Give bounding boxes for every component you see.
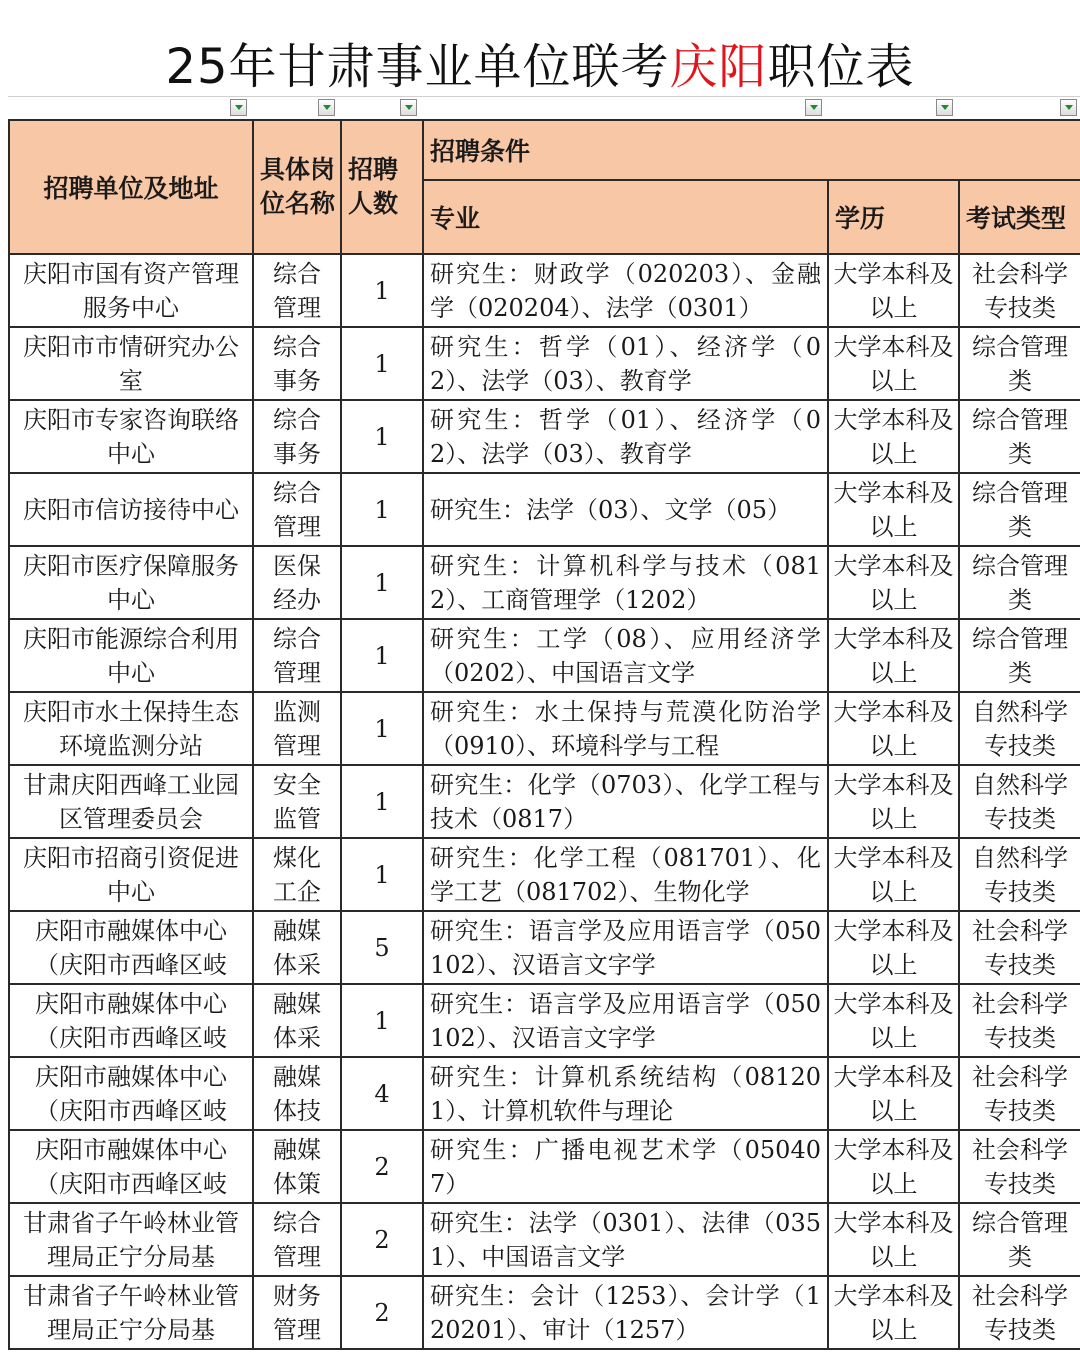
cell-unit: 庆阳市信访接待中心 (23, 495, 239, 524)
table-row[interactable] (9, 1130, 1080, 1203)
cell-count: 1 (341, 254, 423, 327)
cell-unit: 庆阳市专家咨询联络中心 (23, 405, 239, 468)
cell-count: 2 (341, 1203, 423, 1276)
cell-count: 1 (341, 400, 423, 473)
cell-count: 2 (341, 1276, 423, 1349)
cell-position: 财务管理 (273, 1281, 321, 1344)
title-highlight: 庆阳 (669, 39, 768, 95)
cell-position: 融媒体采 (273, 989, 321, 1052)
cell-unit: 庆阳市市情研究办公室 (23, 332, 239, 395)
cell-position: 综合事务 (273, 405, 321, 468)
table-row[interactable] (9, 692, 1080, 765)
cell-exam: 社会科学专技类 (972, 1135, 1068, 1198)
table-row[interactable] (9, 838, 1080, 911)
header-exam-type[interactable]: 考试类型 (959, 180, 1080, 254)
filter-dropdown-icon[interactable] (318, 99, 335, 116)
cell-major: 研究生：计算机科学与技术（0812）、工商管理学（1202） (430, 551, 821, 614)
cell-unit: 甘肃省子午岭林业管理局正宁分局基 (23, 1281, 239, 1344)
cell-exam: 综合管理类 (972, 624, 1068, 687)
table-row[interactable] (9, 327, 1080, 400)
filter-dropdown-icon[interactable] (400, 99, 417, 116)
cell-major: 研究生：水土保持与荒漠化防治学（0910）、环境科学与工程 (430, 697, 821, 760)
cell-exam: 自然科学专技类 (972, 843, 1068, 906)
page-title (0, 28, 1080, 97)
filter-dropdown-icon[interactable] (1060, 99, 1077, 116)
cell-education: 大学本科及以上 (833, 551, 954, 614)
cell-unit: 庆阳市能源综合利用中心 (23, 624, 239, 687)
filter-dropdown-icon[interactable] (936, 99, 953, 116)
table-row[interactable] (9, 473, 1080, 546)
table-row[interactable] (9, 1057, 1080, 1130)
cell-unit: 庆阳市融媒体中心（庆阳市西峰区岐 (35, 1062, 227, 1125)
cell-position: 监测管理 (273, 697, 321, 760)
header-position[interactable]: 具体岗位名称 (253, 120, 341, 254)
cell-exam: 自然科学专技类 (972, 770, 1068, 833)
cell-exam: 社会科学专技类 (972, 916, 1068, 979)
cell-education: 大学本科及以上 (833, 624, 954, 687)
cell-count: 1 (341, 692, 423, 765)
cell-exam: 综合管理类 (972, 332, 1068, 395)
cell-unit: 甘肃庆阳西峰工业园区管理委员会 (23, 770, 239, 833)
cell-education: 大学本科及以上 (833, 1281, 954, 1344)
title-suffix: 职位表 (767, 39, 915, 95)
cell-position: 综合事务 (273, 332, 321, 395)
cell-position: 综合管理 (273, 624, 321, 687)
cell-exam: 综合管理类 (972, 1208, 1068, 1271)
cell-unit: 庆阳市融媒体中心（庆阳市西峰区岐 (35, 989, 227, 1052)
cell-education: 大学本科及以上 (833, 916, 954, 979)
cell-count: 1 (341, 984, 423, 1057)
cell-education: 大学本科及以上 (833, 1208, 954, 1271)
cell-position: 融媒体技 (273, 1062, 321, 1125)
cell-exam: 综合管理类 (972, 551, 1068, 614)
cell-unit: 庆阳市融媒体中心（庆阳市西峰区岐 (35, 916, 227, 979)
cell-position: 安全监管 (273, 770, 321, 833)
cell-count: 2 (341, 1130, 423, 1203)
cell-major: 研究生：财政学（020203）、金融学（020204）、法学（0301） (430, 259, 821, 322)
cell-exam: 社会科学专技类 (972, 989, 1068, 1052)
cell-unit: 庆阳市国有资产管理服务中心 (23, 259, 239, 322)
header-unit[interactable]: 招聘单位及地址 (9, 120, 253, 254)
cell-position: 综合管理 (273, 259, 321, 322)
cell-major: 研究生：计算机系统结构（081201）、计算机软件与理论 (430, 1062, 821, 1125)
table-row[interactable] (9, 911, 1080, 984)
job-table (8, 119, 1080, 1350)
cell-major: 研究生：化学工程（081701）、化学工艺（081702）、生物化学 (430, 843, 821, 906)
cell-position: 综合管理 (273, 1208, 321, 1271)
cell-major: 研究生：工学（08）、应用经济学（0202）、中国语言文学 (430, 624, 821, 687)
filter-dropdown-icon[interactable] (230, 99, 247, 116)
cell-position: 融媒体采 (273, 916, 321, 979)
cell-education: 大学本科及以上 (833, 405, 954, 468)
cell-education: 大学本科及以上 (833, 1062, 954, 1125)
cell-count: 5 (341, 911, 423, 984)
cell-exam: 自然科学专技类 (972, 697, 1068, 760)
cell-unit: 庆阳市水土保持生态环境监测分站 (23, 697, 239, 760)
cell-position: 综合管理 (273, 478, 321, 541)
cell-education: 大学本科及以上 (833, 332, 954, 395)
cell-education: 大学本科及以上 (833, 478, 954, 541)
cell-count: 1 (341, 546, 423, 619)
cell-major: 研究生：会计（1253）、会计学（120201）、审计（1257） (430, 1281, 821, 1344)
cell-major: 研究生：哲学（01）、经济学（02）、法学（03）、教育学 (430, 405, 821, 468)
table-row[interactable] (9, 1203, 1080, 1276)
cell-count: 4 (341, 1057, 423, 1130)
header-conditions: 招聘条件 (423, 120, 1080, 180)
cell-exam: 综合管理类 (972, 478, 1068, 541)
cell-count: 1 (341, 838, 423, 911)
table-row[interactable] (9, 984, 1080, 1057)
cell-major: 研究生：法学（0301）、法律（0351）、中国语言文学 (430, 1208, 821, 1271)
cell-count: 1 (341, 765, 423, 838)
table-row[interactable] (9, 400, 1080, 473)
table-row[interactable] (9, 1276, 1080, 1349)
header-major[interactable]: 专业 (423, 180, 828, 254)
title-prefix: 25年甘肃事业单位联考 (165, 39, 670, 95)
cell-count: 1 (341, 473, 423, 546)
cell-unit: 庆阳市融媒体中心（庆阳市西峰区岐 (35, 1135, 227, 1198)
cell-major: 研究生：法学（03）、文学（05） (430, 495, 792, 524)
cell-major: 研究生：化学（0703）、化学工程与技术（0817） (430, 770, 821, 833)
cell-unit: 庆阳市医疗保障服务中心 (23, 551, 239, 614)
header-education[interactable]: 学历 (828, 180, 959, 254)
cell-exam: 社会科学专技类 (972, 259, 1068, 322)
filter-row (8, 96, 1080, 119)
cell-education: 大学本科及以上 (833, 843, 954, 906)
cell-exam: 社会科学专技类 (972, 1062, 1068, 1125)
table-row[interactable] (9, 619, 1080, 692)
cell-education: 大学本科及以上 (833, 259, 954, 322)
filter-dropdown-icon[interactable] (805, 99, 822, 116)
header-count[interactable]: 招聘人数 (341, 120, 423, 254)
cell-exam: 社会科学专技类 (972, 1281, 1068, 1344)
cell-major: 研究生：哲学（01）、经济学（02）、法学（03）、教育学 (430, 332, 821, 395)
cell-count: 1 (341, 327, 423, 400)
cell-unit: 甘肃省子午岭林业管理局正宁分局基 (23, 1208, 239, 1271)
cell-education: 大学本科及以上 (833, 989, 954, 1052)
cell-major: 研究生：语言学及应用语言学（050102）、汉语言文字学 (430, 989, 821, 1052)
cell-education: 大学本科及以上 (833, 770, 954, 833)
cell-major: 研究生：广播电视艺术学（050407） (430, 1135, 821, 1198)
table-row[interactable] (9, 546, 1080, 619)
cell-position: 融媒体策 (273, 1135, 321, 1198)
cell-position: 医保经办 (273, 551, 321, 614)
table-row[interactable] (9, 765, 1080, 838)
cell-position: 煤化工企 (273, 843, 321, 906)
cell-unit: 庆阳市招商引资促进中心 (23, 843, 239, 906)
cell-count: 1 (341, 619, 423, 692)
cell-education: 大学本科及以上 (833, 1135, 954, 1198)
cell-exam: 综合管理类 (972, 405, 1068, 468)
cell-education: 大学本科及以上 (833, 697, 954, 760)
cell-major: 研究生：语言学及应用语言学（050102）、汉语言文字学 (430, 916, 821, 979)
table-row[interactable] (9, 254, 1080, 327)
